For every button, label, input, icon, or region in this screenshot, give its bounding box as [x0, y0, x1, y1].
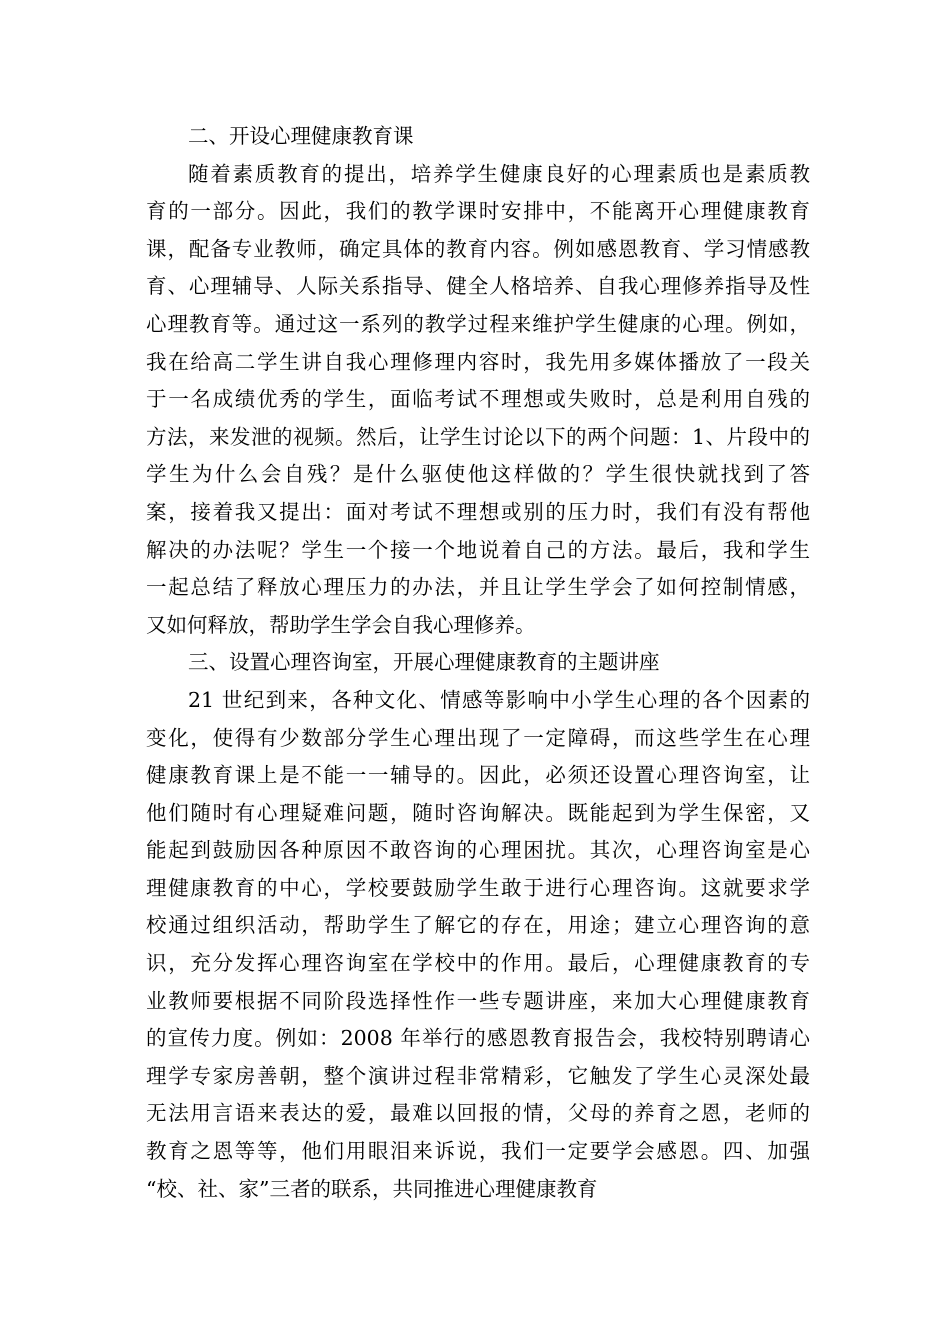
text-line-content: 理学专家房善朝，整个演讲过程非常精彩，它触发了学生心灵深处最	[146, 1063, 810, 1088]
text-line-content: 方法，来发泄的视频。然后，让学生讨论以下的两个问题：1、片段中的	[146, 424, 810, 449]
text-line	[146, 1095, 810, 1133]
text-line	[146, 832, 810, 870]
text-line	[146, 983, 810, 1021]
text-line-content: 又如何释放，帮助学生学会自我心理修养。	[146, 612, 536, 637]
text-line-content: 无法用言语来表达的爱，最难以回报的情，父母的养育之恩，老师的	[146, 1101, 810, 1126]
text-line-content: 能起到鼓励因各种原因不敢咨询的心理困扰。其次，心理咨询室是心	[146, 838, 810, 863]
text-line	[146, 1020, 810, 1058]
text-line	[146, 907, 810, 945]
text-line-content: 一起总结了释放心理压力的办法，并且让学生学会了如何控制情感，	[146, 575, 810, 600]
text-line	[146, 156, 810, 194]
text-line-content: 理健康教育的中心，学校要鼓励学生敢于进行心理咨询。这就要求学	[146, 875, 810, 900]
text-line-content: 育的一部分。因此，我们的教学课时安排中，不能离开心理健康教育	[146, 199, 810, 224]
text-line-content: 变化，使得有少数部分学生心理出现了一定障碍，而这些学生在心理	[146, 725, 810, 750]
text-line	[146, 268, 810, 306]
text-line-content: 他们随时有心理疑难问题，随时咨询解决。既能起到为学生保密，又	[146, 800, 810, 825]
text-line	[146, 381, 810, 419]
text-line-content: 健康教育课上是不能一一辅导的。因此，必须还设置心理咨询室，让	[146, 763, 810, 788]
text-line	[146, 532, 810, 570]
text-line	[146, 569, 810, 607]
text-line	[146, 682, 810, 720]
text-line	[146, 757, 810, 795]
text-line-content: 教育之恩等等，他们用眼泪来诉说，我们一定要学会感恩。四、加强	[146, 1139, 810, 1164]
document-page	[146, 118, 810, 1208]
text-line	[146, 306, 810, 344]
text-line-content: 解决的办法呢？学生一个接一个地说着自己的方法。最后，我和学生	[146, 537, 810, 562]
text-line-content: 的宣传力度。例如：2008 年举行的感恩教育报告会，我校特别聘请心	[146, 1026, 810, 1051]
text-line	[146, 193, 810, 231]
text-line	[146, 1058, 810, 1096]
text-line	[146, 1133, 810, 1171]
text-line-content: 课，配备专业教师，确定具体的教育内容。例如感恩教育、学习情感教	[146, 236, 810, 261]
text-line	[146, 456, 810, 494]
text-line	[146, 419, 810, 457]
text-line-content: 二、开设心理健康教育课	[188, 124, 414, 148]
text-line-content: “校、社、家”三者的联系，共同推进心理健康教育	[146, 1176, 598, 1201]
text-line-content: 业教师要根据不同阶段选择性作一些专题讲座，来加大心理健康教育	[146, 988, 810, 1013]
text-line	[146, 118, 810, 156]
text-line-content: 于一名成绩优秀的学生，面临考试不理想或失败时，总是利用自残的	[146, 387, 810, 412]
text-line-content: 随着素质教育的提出，培养学生健康良好的心理素质也是素质教	[188, 161, 810, 186]
text-line-content: 我在给高二学生讲自我心理修理内容时，我先用多媒体播放了一段关	[146, 349, 810, 374]
text-line-content: 学生为什么会自残？是什么驱使他这样做的？学生很快就找到了答	[146, 462, 810, 487]
text-line	[146, 344, 810, 382]
text-line	[146, 231, 810, 269]
text-line	[146, 795, 810, 833]
text-line-content: 识，充分发挥心理咨询室在学校中的作用。最后，心理健康教育的专	[146, 951, 810, 976]
text-line-content: 三、设置心理咨询室，开展心理健康教育的主题讲座	[188, 650, 660, 675]
text-line-content: 21 世纪到来，各种文化、情感等影响中小学生心理的各个因素的	[188, 687, 810, 712]
text-line	[146, 644, 810, 682]
text-line	[146, 870, 810, 908]
text-line	[146, 494, 810, 532]
text-line	[146, 945, 810, 983]
text-line-content: 案，接着我又提出：面对考试不理想或别的压力时，我们有没有帮他	[146, 499, 810, 524]
text-line	[146, 1171, 810, 1209]
text-line-content: 校通过组织活动，帮助学生了解它的存在，用途；建立心理咨询的意	[146, 913, 810, 938]
text-line	[146, 607, 810, 645]
text-line-content: 心理教育等。通过这一系列的教学过程来维护学生健康的心理。例如，	[146, 311, 810, 336]
text-line-content: 育、心理辅导、人际关系指导、健全人格培养、自我心理修养指导及性	[146, 274, 810, 299]
text-line	[146, 720, 810, 758]
